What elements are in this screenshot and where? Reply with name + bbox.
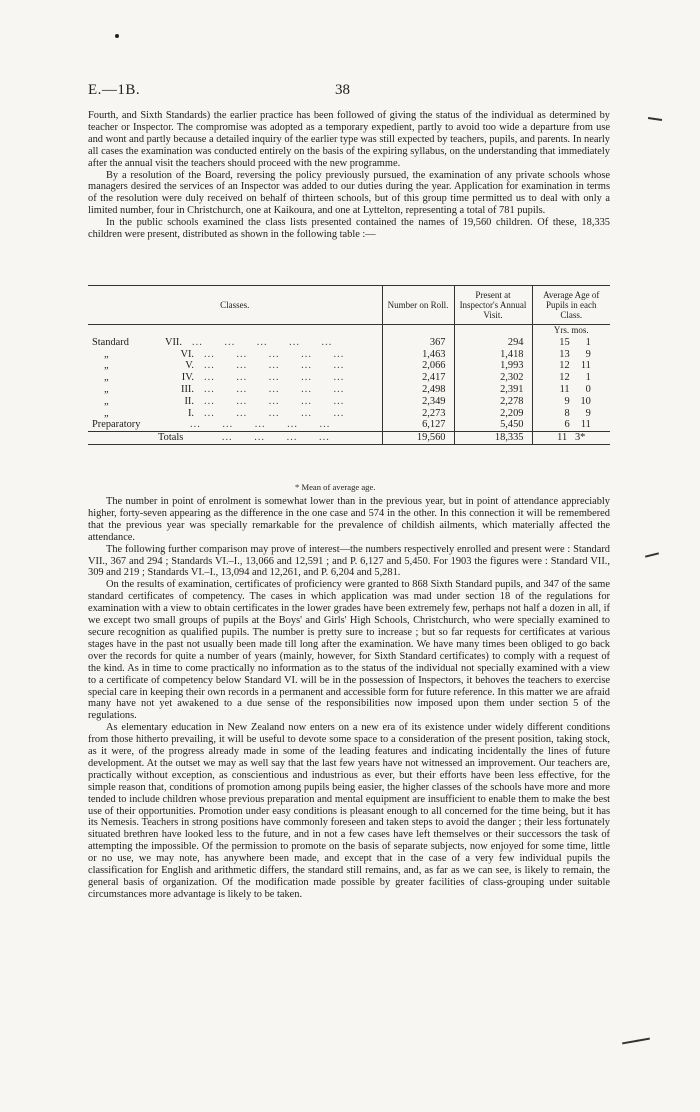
- present-value: 2,302: [454, 372, 532, 384]
- totals-label: Totals: [158, 432, 184, 444]
- roll-value: 6,127: [382, 419, 454, 431]
- present-value: 2,209: [454, 408, 532, 420]
- class-label: „ II. ... ... ... ... ...: [88, 396, 382, 408]
- present-value: 294: [454, 337, 532, 349]
- present-value: 2,391: [454, 384, 532, 396]
- paragraph: Fourth, and Sixth Standards) the earlier practice has been followed of giving the status of the individual as determined by teacher or Inspector. The compromise was adopted as a temporary expedient, partly to avoid too wide a departure from use and wont and partly because a detailed inquiry of the earlier type was still expected by teachers, pupils, and parents. In nearly all cases the examination was conducted entirely on the basis of the expiring syllabus, on the understanding that immediately after the annual visit the teachers should proceed with the new programme.: [88, 110, 610, 169]
- body-text-top: [88, 110, 610, 241]
- age-value: 11 0: [559, 383, 591, 395]
- table-row: [88, 360, 610, 372]
- class-label: „ III. ... ... ... ... ...: [88, 384, 382, 396]
- totals-present: 18,335: [454, 432, 532, 445]
- page-number: 38: [335, 82, 350, 98]
- present-value: 1,418: [454, 349, 532, 361]
- paragraph: The number in point of enrolment is somewhat lower than in the previous year, but in point of attendance appreciably higher, forty-seven appearing as the difference in the one case and 574 in the other. In this connection it will be remembered that the previous year was specially remarkable for the prevalence of childish ailments, which materially affected the attendance.: [88, 496, 610, 543]
- table-footnote: * Mean of average age.: [295, 482, 376, 492]
- units-row: [88, 325, 610, 337]
- table-row: [88, 396, 610, 408]
- table-row: [88, 384, 610, 396]
- table-header-row: [88, 286, 610, 325]
- class-label: „ I. ... ... ... ... ...: [88, 408, 382, 420]
- margin-mark: [622, 1038, 650, 1045]
- paragraph: The following further comparison may prove of interest—the numbers respectively enrolled and present were : Standard VII., 367 and 294 ; Standards VI.–I., 13,066 and 12,591 ; and P. 6,127 and 5,450. For 1903 the figures were : Standard VII., 309 and 219 ; Standards VI.–I., 13,094 and 12,261, and P. 6,204 and 5,281.: [88, 543, 610, 579]
- class-label: Standard VII. ... ... ... ... ...: [88, 337, 382, 349]
- roll-value: 2,066: [382, 360, 454, 372]
- roll-value: 2,273: [382, 408, 454, 420]
- margin-dot: [115, 34, 119, 38]
- age-value: 13 9: [559, 348, 591, 360]
- header-roll: Number on Roll.: [382, 286, 454, 325]
- header-present: Present at Inspector's Annual Visit.: [454, 286, 532, 325]
- body-text-bottom: [88, 496, 610, 901]
- paragraph: By a resolution of the Board, reversing the policy previously pursued, the examination of any private schools whose managers desired the services of an Inspector was added to our duties during the year. Application for examination in terms of the resolution were duly received on behalf of thirteen schools, but of this group time permitted us to deal with only a limited number, four in Christchurch, one at Kaikoura, and one at Lyttelton, representing a total of 781 pupils.: [88, 169, 610, 217]
- table-row: [88, 408, 610, 420]
- age-value: 12 11: [559, 360, 591, 372]
- header-classes: Classes.: [88, 286, 382, 325]
- class-label: „ V. ... ... ... ... ...: [88, 360, 382, 372]
- margin-mark: [648, 117, 662, 121]
- present-value: 1,993: [454, 360, 532, 372]
- table-row: [88, 349, 610, 361]
- report-code: E.—1B.: [88, 82, 141, 98]
- roll-value: 1,463: [382, 349, 454, 361]
- paragraph: As elementary education in New Zealand now enters on a new era of its existence under widely different conditions from those hitherto prevailing, it will be useful to devote some space to a consideration of the present position, taking stock, as it were, of the progress already made in some of the leading features and indicating incidentally the lines of future development. At the outset we may as well say that the last few years have not witnessed an improvement. Our teachers are, practically without exception, as conscientious and industrious as ever, but their efforts have been less effective, for the simple reason that, conditions of promotion among pupils being easier, the higher classes of the schools have more and more tended to include children whose previous preparation and mental equipment are insufficient to enable them to make the best use of their opportunities. Promotion under easy conditions is pleasant enough to all concerned for the time being, but it has its Nemesis. Teachers in strong positions have commonly foreseen and taken steps to avoid the danger ; their less fortunately situated brethren have looked less to the future, and in not a few cases have left themselves or their successors the task of attempting the impossible. Of the permission to promote on the basis of separate subjects, now enjoyed for some time, little or no use, we may note, has anywhere been made, and except that in the case of a very few individual pupils the classification for English and arithmetic differs, the standard still remains, and, as far as we can see, is likely to remain, the general basis of organization. Of the modification made possible by greater facilities of class-grouping under suitable circumstances more advantage is likely to be taken.: [88, 722, 610, 900]
- class-statistics-table: [88, 285, 610, 445]
- margin-mark: [645, 552, 659, 557]
- totals-row: Totals ... ... ... ... 19,560 18,335 11 3*: [88, 432, 610, 445]
- age-value: 15 1: [559, 336, 591, 348]
- totals-roll: 19,560: [382, 432, 454, 445]
- class-label: Preparatory ... ... ... ... ...: [88, 419, 382, 431]
- roll-value: 367: [382, 337, 454, 349]
- paragraph: In the public schools examined the class lists presented contained the names of 19,560 children. Of these, 18,335 children were present, distributed as shown in the following table :—: [88, 217, 610, 241]
- present-value: 2,278: [454, 396, 532, 408]
- table-row: [88, 419, 610, 431]
- age-units: Yrs. mos.: [553, 325, 589, 335]
- class-label: „ IV. ... ... ... ... ...: [88, 372, 382, 384]
- table-row: [88, 372, 610, 384]
- totals-age: 11 3*: [532, 432, 610, 445]
- age-value: 8 9: [564, 407, 591, 419]
- roll-value: 2,498: [382, 384, 454, 396]
- paragraph: On the results of examination, certificates of proficiency were granted to 868 Sixth Standard pupils, and 347 of the same standard certificates of competency. The cases in which application was mad under section 18 of the regulations for examination with a view to obtain certificates in the lower grades have been extremely few, perhaps not half a dozen in all, if we except two small groups of pupils at the Boys' and Girls' High Schools, Christchurch, who were specially examined to secure recognition as qualified pupils. The number is pretty sure to increase ; but so far requests for certificates at various stages have in the past not usually been made till long after the examination. We have many times been obliged to go back over the records for quite a number of years (mainly, however, for Sixth Standard certificates) to comply with a request of the kind. As in time to come practically no information as to the status of the individual not specially examined with a view to a certificate of competency below Standard VI. will be in the possession of Inspectors, it behoves the teachers to exercise special care in keeping their own records in a permanent and accessible form for future reference. In this matter we are afraid many have not yet awakened to a due sense of the responsibilities now imposed upon them under section 5 of the regulations.: [88, 579, 610, 722]
- age-value: 12 1: [559, 372, 591, 384]
- class-label: „ VI. ... ... ... ... ...: [88, 349, 382, 361]
- roll-value: 2,417: [382, 372, 454, 384]
- present-value: 5,450: [454, 419, 532, 431]
- roll-value: 2,349: [382, 396, 454, 408]
- age-value: 6 11: [564, 419, 591, 431]
- header-age: Average Age of Pupils in each Class.: [532, 286, 610, 325]
- age-value: 9 10: [564, 395, 591, 407]
- table-row: [88, 337, 610, 349]
